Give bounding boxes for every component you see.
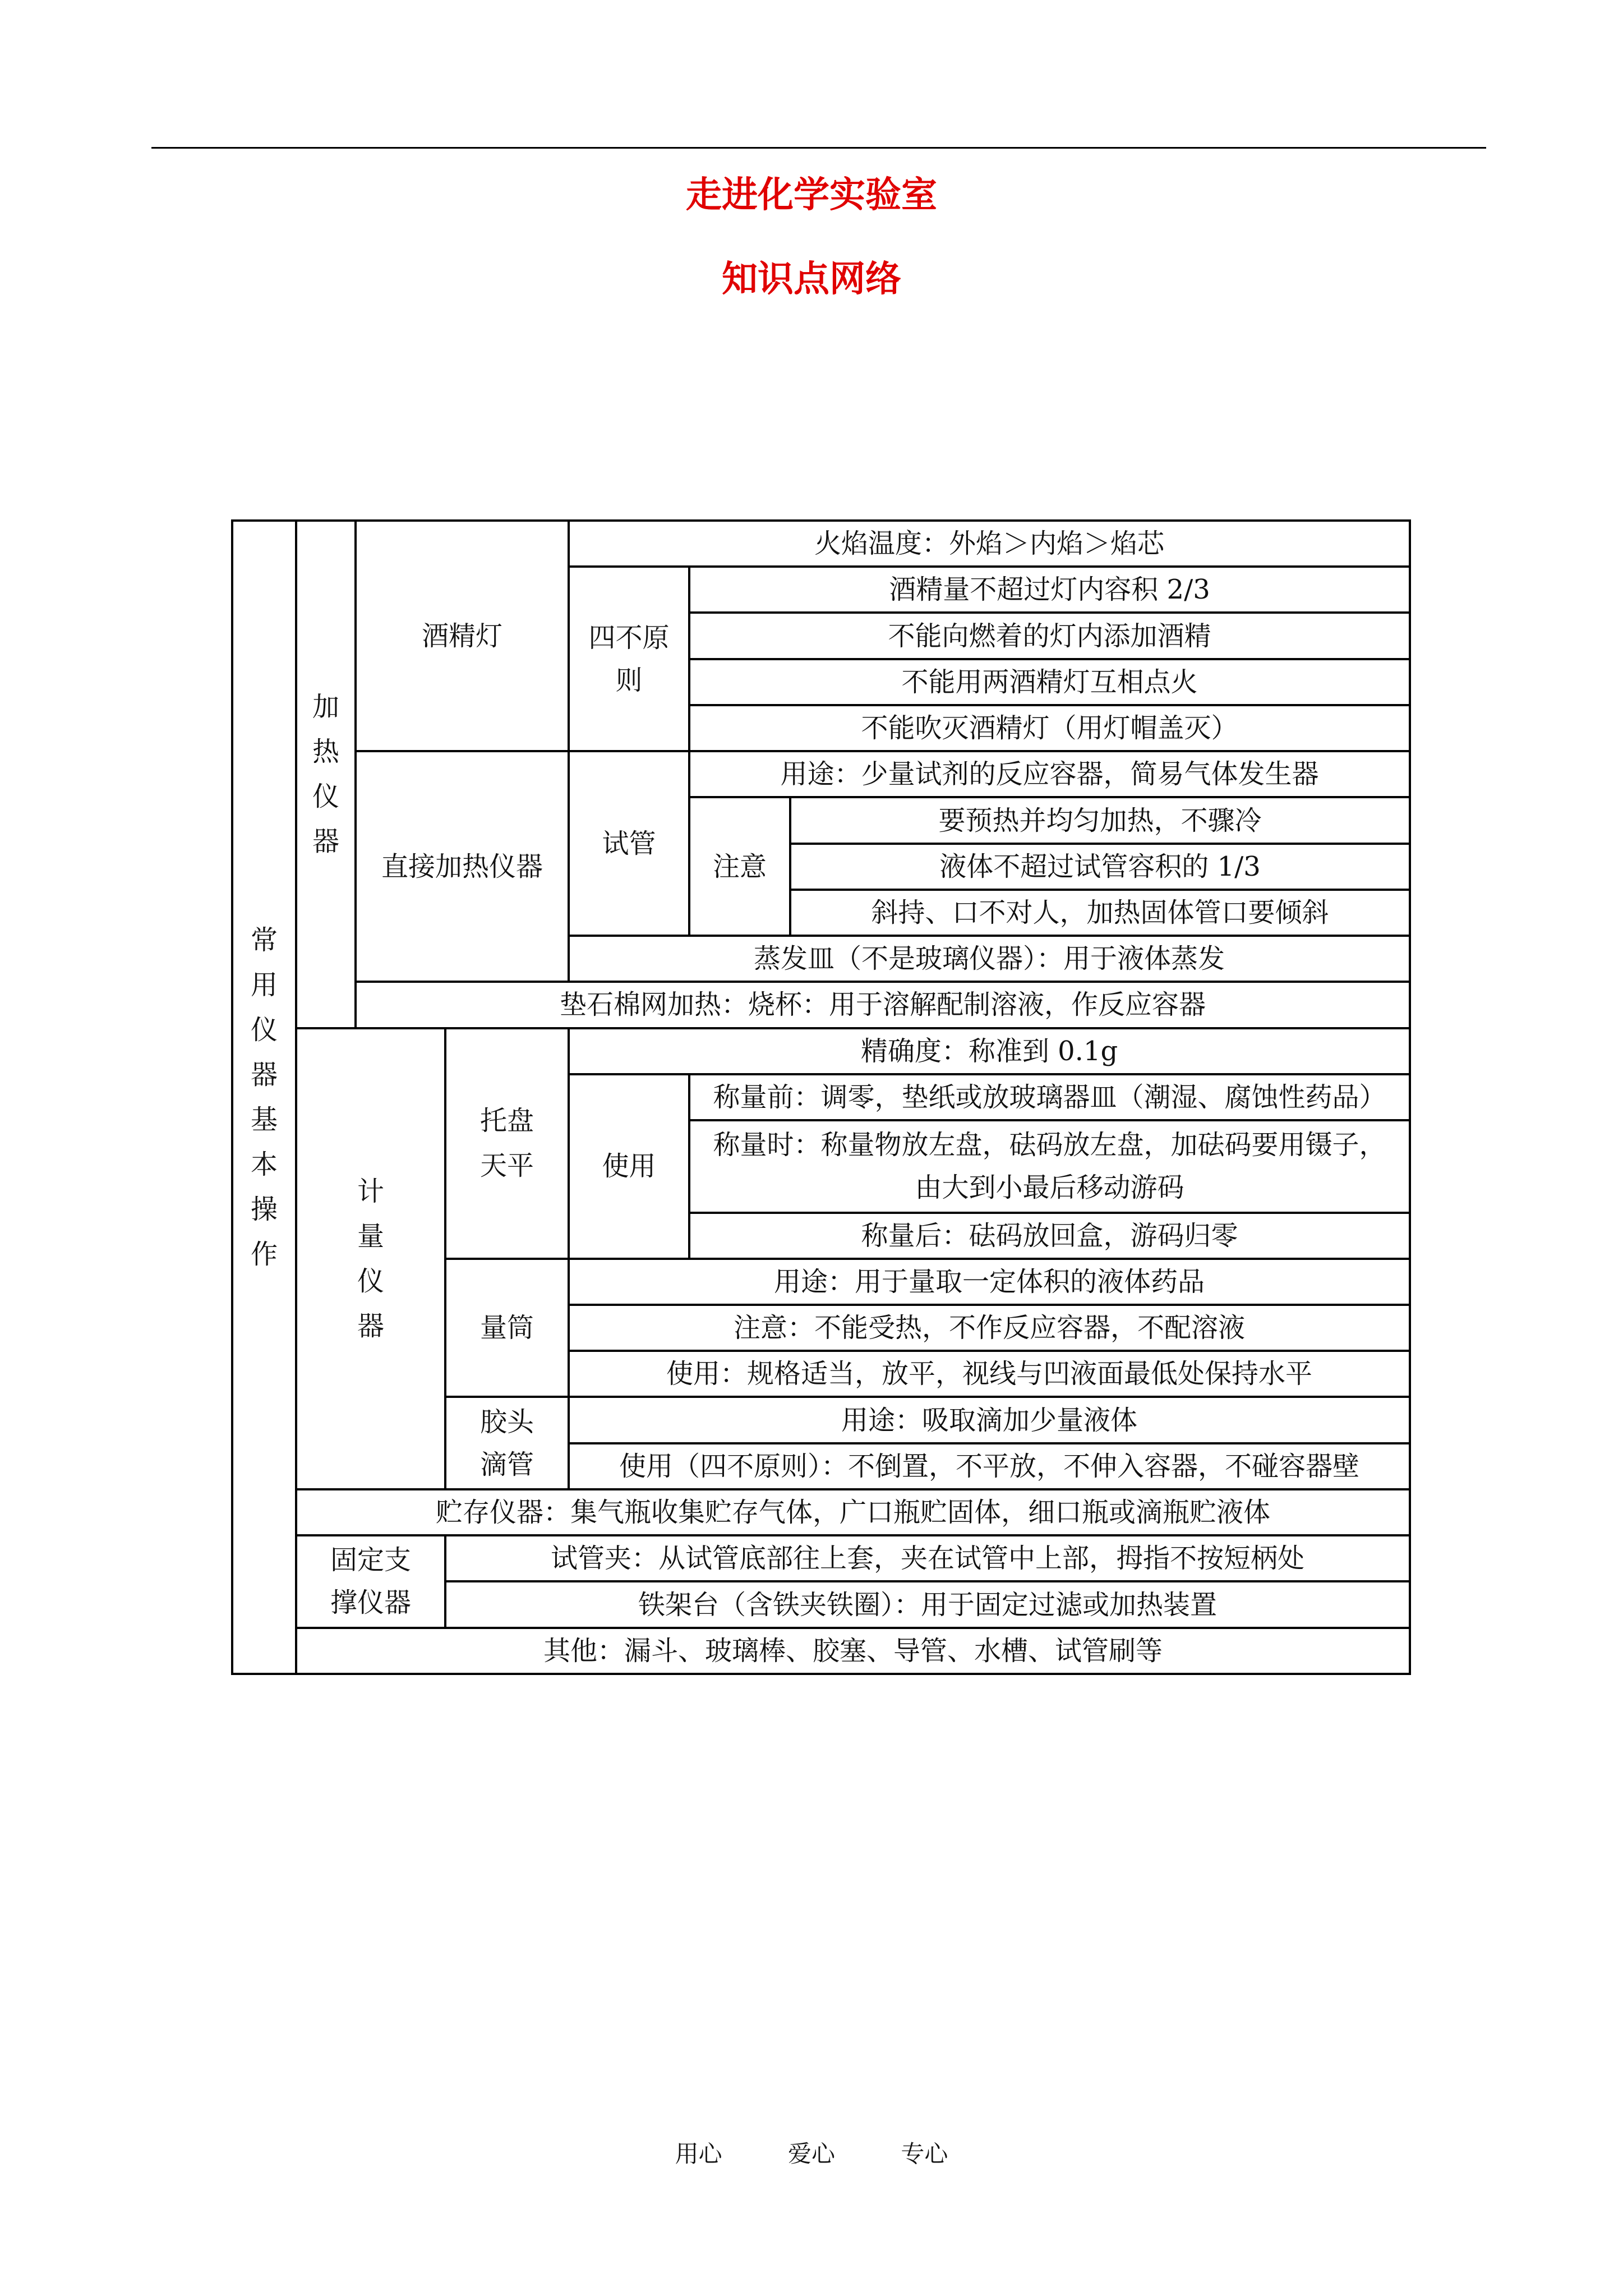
balance-during-line-2: 由大到小最后移动游码 bbox=[915, 1172, 1184, 1204]
lamp-rule-4: 不能吹灭酒精灯（用灯帽盖灭） bbox=[689, 705, 1410, 751]
footer-item: 专心 bbox=[901, 2140, 948, 2168]
balance-precision: 精确度：称准到 0.1g bbox=[569, 1028, 1410, 1074]
other-cell: 其他：漏斗、玻璃棒、胶塞、导管、水槽、试管刷等 bbox=[296, 1628, 1410, 1674]
test-tube-use: 用途：少量试剂的反应容器，简易气体发生器 bbox=[689, 751, 1410, 797]
evaporating-dish-cell: 蒸发皿（不是玻璃仪器）：用于液体蒸发 bbox=[569, 936, 1410, 982]
balance-label-cell bbox=[445, 1028, 569, 1259]
lamp-rule-3: 不能用两酒精灯互相点火 bbox=[689, 659, 1410, 705]
footer bbox=[0, 2137, 1623, 2171]
balance-after: 称量后：砝码放回盒，游码归零 bbox=[689, 1213, 1410, 1259]
root-label: 常用仪器基本操作 bbox=[250, 924, 278, 1270]
support-label-line-2: 撑仪器 bbox=[330, 1587, 411, 1619]
page-title: 走进化学实验室 bbox=[686, 174, 937, 216]
header-rule bbox=[151, 147, 1486, 149]
dropper-label-cell bbox=[445, 1397, 569, 1489]
dropper-use: 用途：吸取滴加少量液体 bbox=[569, 1397, 1410, 1443]
heating-label-cell bbox=[296, 521, 356, 1028]
support-label-cell bbox=[296, 1535, 445, 1627]
tube-note-2: 液体不超过试管容积的 1/3 bbox=[790, 844, 1410, 890]
tube-note-3: 斜持、口不对人，加热固体管口要倾斜 bbox=[790, 890, 1410, 936]
four-rules-label: 四不原则 bbox=[569, 567, 689, 751]
cylinder-label: 量筒 bbox=[445, 1259, 569, 1397]
heating-label: 加热仪器 bbox=[312, 691, 339, 858]
balance-during-line-1: 称量时：称量物放左盘，砝码放左盘，加砝码要用镊子， bbox=[713, 1129, 1386, 1161]
lamp-rule-1: 酒精量不超过灯内容积 2/3 bbox=[689, 567, 1410, 613]
balance-label: 托盘天平 bbox=[479, 1105, 534, 1182]
footer-item: 用心 bbox=[675, 2140, 722, 2168]
measuring-label: 计量仪器 bbox=[357, 1175, 384, 1342]
test-tube-label: 试管 bbox=[569, 751, 689, 936]
measuring-label-cell bbox=[296, 1028, 445, 1489]
balance-use-label: 使用 bbox=[569, 1074, 689, 1259]
tube-note-1: 要预热并均匀加热，不骤冷 bbox=[790, 797, 1410, 843]
cylinder-note: 注意：不能受热，不作反应容器，不配溶液 bbox=[569, 1305, 1410, 1351]
dropper-label-line-2: 滴管 bbox=[480, 1448, 534, 1480]
direct-heating-label: 直接加热仪器 bbox=[356, 751, 569, 982]
root-label-cell bbox=[232, 521, 296, 1674]
lamp-label: 酒精灯 bbox=[356, 521, 569, 751]
gauze-heating-cell: 垫石棉网加热：烧杯：用于溶解配制溶液，作反应容器 bbox=[356, 982, 1410, 1028]
dropper-label-line-1: 胶头 bbox=[480, 1406, 534, 1438]
footer-item: 爱心 bbox=[787, 2140, 835, 2168]
balance-before: 称量前：调零，垫纸或放玻璃器皿（潮湿、腐蚀性药品） bbox=[689, 1074, 1410, 1120]
tube-clamp-cell: 试管夹：从试管底部往上套，夹在试管中上部，拇指不按短柄处 bbox=[445, 1535, 1410, 1581]
cylinder-use: 用途：用于量取一定体积的液体药品 bbox=[569, 1259, 1410, 1305]
storage-cell: 贮存仪器：集气瓶收集贮存气体，广口瓶贮固体，细口瓶或滴瓶贮液体 bbox=[296, 1489, 1410, 1535]
notes-label: 注意 bbox=[689, 797, 790, 936]
knowledge-table bbox=[231, 519, 1411, 1675]
lamp-rule-2: 不能向燃着的灯内添加酒精 bbox=[689, 613, 1410, 659]
dropper-usage: 使用（四不原则）：不倒置，不平放，不伸入容器，不碰容器壁 bbox=[569, 1443, 1410, 1489]
flame-temp-cell: 火焰温度：外焰＞内焰＞焰芯 bbox=[569, 521, 1410, 567]
iron-stand-cell: 铁架台（含铁夹铁圈）：用于固定过滤或加热装置 bbox=[445, 1581, 1410, 1627]
cylinder-usage: 使用：规格适当，放平，视线与凹液面最低处保持水平 bbox=[569, 1351, 1410, 1397]
support-label-line-1: 固定支 bbox=[330, 1544, 411, 1576]
balance-during-cell bbox=[689, 1120, 1410, 1212]
page-subtitle: 知识点网络 bbox=[722, 258, 901, 300]
